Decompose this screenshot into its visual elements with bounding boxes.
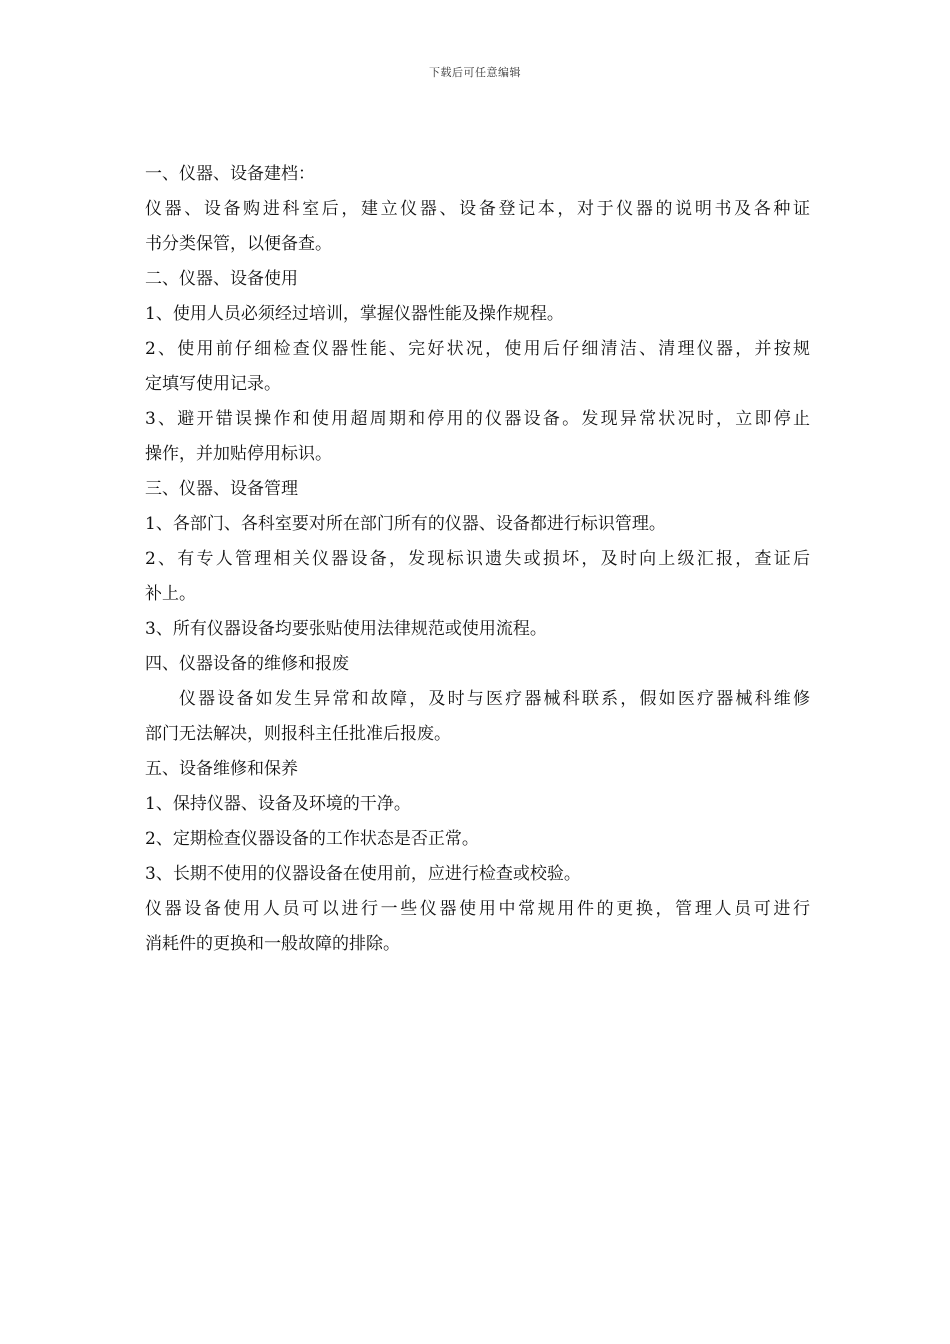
paragraph-line: 书分类保管，以便备查。 (145, 234, 332, 254)
list-item-continuation: 操作，并加贴停用标识。 (145, 444, 332, 464)
page-header: 下载后可任意编辑 (429, 66, 521, 79)
section-heading-repair-scrap: 四、仪器设备的维修和报废 (145, 654, 349, 674)
paragraph-line: 仪器设备如发生异常和故障，及时与医疗器械科联系，假如医疗器械科维修 (179, 689, 810, 709)
list-item-continuation: 补上。 (145, 584, 196, 604)
document-body (145, 157, 810, 962)
paragraph-line: 仪器设备使用人员可以进行一些仪器使用中常规用件的更换，管理人员可进行 (145, 899, 810, 919)
list-item: 3、所有仪器设备均要张贴使用法律规范或使用流程。 (145, 619, 547, 639)
list-item: 3、避开错误操作和使用超周期和停用的仪器设备。发现异常状况时，立即停止 (145, 409, 810, 429)
paragraph-line: 仪器、设备购进科室后，建立仪器、设备登记本，对于仪器的说明书及各种证 (145, 199, 810, 219)
paragraph-line: 消耗件的更换和一般故障的排除。 (145, 934, 400, 954)
list-item: 3、长期不使用的仪器设备在使用前，应进行检查或校验。 (145, 864, 581, 884)
list-item: 1、各部门、各科室要对所在部门所有的仪器、设备都进行标识管理。 (145, 514, 666, 534)
list-item: 2、有专人管理相关仪器设备，发现标识遗失或损坏，及时向上级汇报，查证后 (145, 549, 810, 569)
section-heading-management: 三、仪器、设备管理 (145, 479, 298, 499)
list-item: 1、保持仪器、设备及环境的干净。 (145, 794, 411, 814)
list-item-continuation: 定填写使用记录。 (145, 374, 281, 394)
list-item: 2、使用前仔细检查仪器性能、完好状况，使用后仔细清洁、清理仪器，并按规 (145, 339, 810, 359)
section-heading-maintenance: 五、设备维修和保养 (145, 759, 298, 779)
section-heading-usage: 二、仪器、设备使用 (145, 269, 298, 289)
list-item: 1、使用人员必须经过培训，掌握仪器性能及操作规程。 (145, 304, 564, 324)
section-heading-archiving: 一、仪器、设备建档： (145, 164, 315, 184)
list-item: 2、定期检查仪器设备的工作状态是否正常。 (145, 829, 479, 849)
paragraph-line: 部门无法解决，则报科主任批准后报废。 (145, 724, 451, 744)
